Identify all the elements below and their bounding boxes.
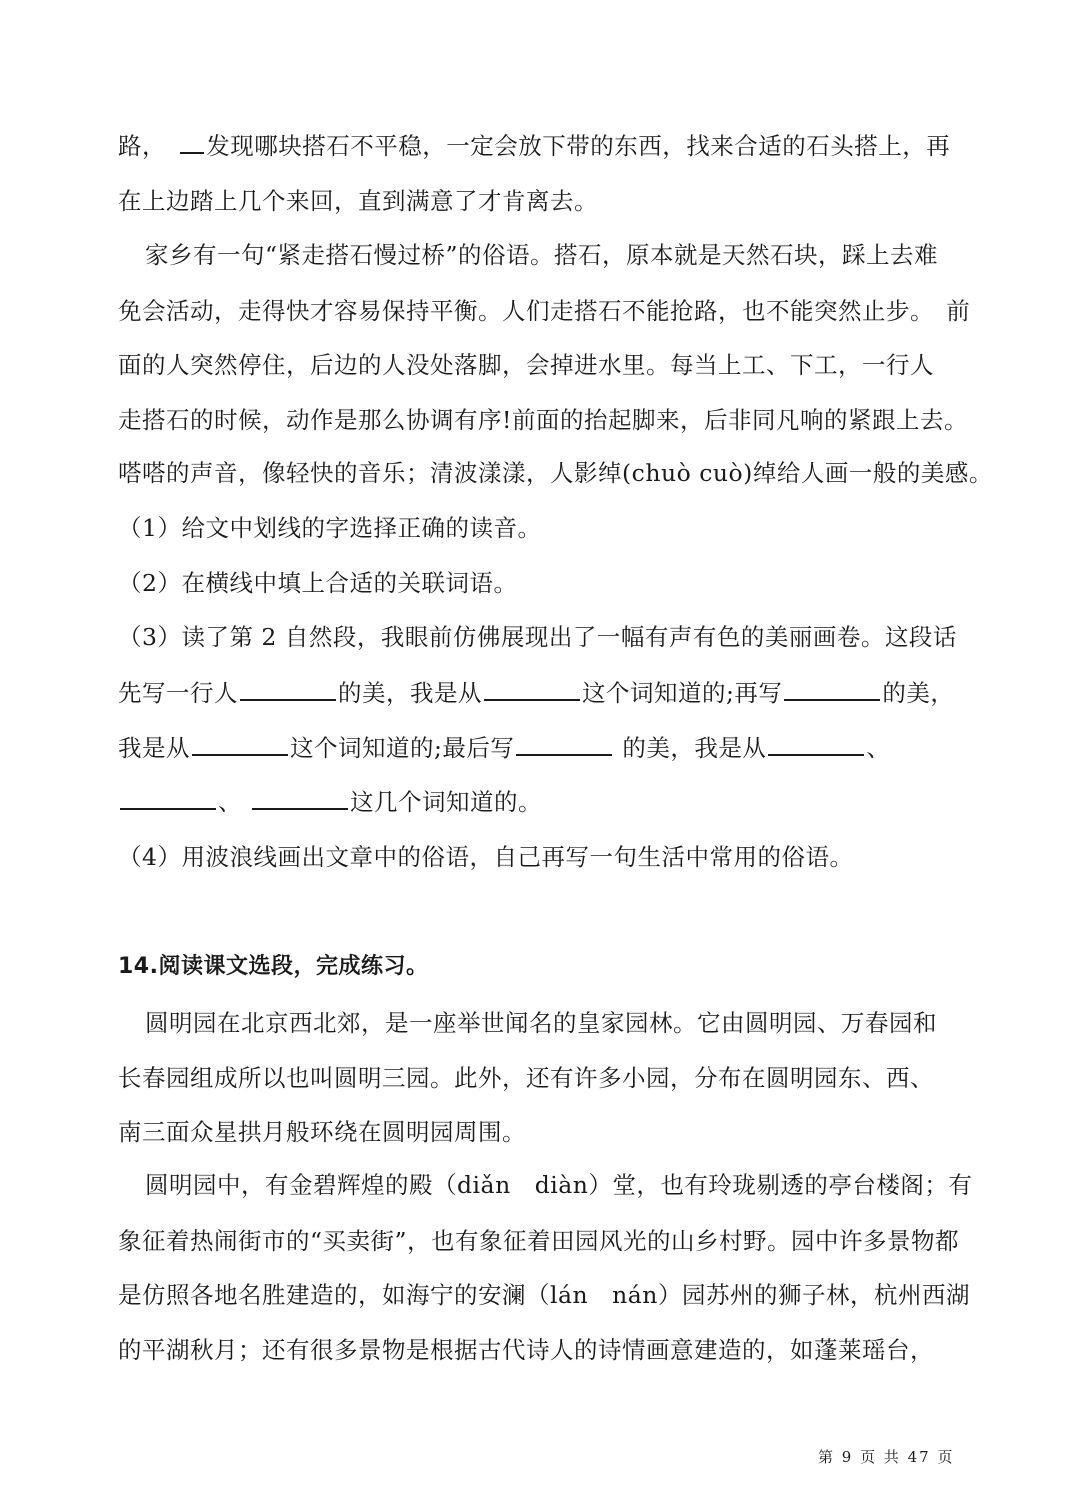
passage-line: 圆明园中，有金碧辉煌的殿（diǎn diàn）堂，也有玲珑剔透的亭台楼阁；有 xyxy=(145,1171,973,1199)
question-3-line: 先写一行人 的美，我是从 这个词知道的;再写 的美， xyxy=(118,679,955,707)
fill-blank[interactable] xyxy=(120,786,216,810)
page-number: 第 9 页 共 47 页 xyxy=(818,1448,955,1466)
question-3-line: 、 这几个词知道的。 xyxy=(118,786,968,817)
passage-line: 路， 发现哪块搭石不平稳，一定会放下带的东西，找来合适的石头搭上，再 xyxy=(118,132,951,160)
passage-line: 的平湖秋月；还有很多景物是根据古代诗人的诗情画意建造的，如蓬莱瑶台， xyxy=(118,1336,934,1364)
fill-blank[interactable] xyxy=(516,732,612,756)
passage-line: 走搭石的时候，动作是那么协调有序!前面的抬起脚来，后非同凡响的紧跟上去。 xyxy=(118,406,968,434)
fill-blank[interactable] xyxy=(484,677,580,701)
passage-line: 是仿照各地名胜建造的，如海宁的安澜（lán nán）园苏州的狮子林，杭州西湖 xyxy=(118,1281,970,1309)
question-3: （3）读了第 2 自然段，我眼前仿佛展现出了一幅有声有色的美丽画卷。这段话 xyxy=(118,623,957,651)
fill-blank[interactable] xyxy=(252,786,348,810)
section-heading: 14.阅读课文选段，完成练习。 xyxy=(118,954,429,979)
passage-line: 南三面众星拱月般环绕在圆明园周围。 xyxy=(118,1118,526,1146)
question-4: （4）用波浪线画出文章中的俗语，自己再写一句生活中常用的俗语。 xyxy=(118,843,854,871)
passage-line: 在上边踏上几个来回，直到满意了才肯离去。 xyxy=(118,187,598,215)
fill-blank[interactable] xyxy=(240,677,336,701)
question-1: （1）给文中划线的字选择正确的读音。 xyxy=(118,514,542,542)
passage-line: 圆明园在北京西北郊，是一座举世闻名的皇家园林。它由圆明园、万春园和 xyxy=(145,1009,937,1037)
fill-blank[interactable] xyxy=(784,677,880,701)
question-2: （2）在横线中填上合适的关联词语。 xyxy=(118,569,518,597)
fill-blank[interactable] xyxy=(180,130,204,154)
passage-line: 面的人突然停住，后边的人没处落脚，会掉进水里。每当上工、下工，一行人 xyxy=(118,351,934,379)
passage-line: 长春园组成所以也叫圆明三园。此外，还有许多小园，分布在圆明园东、西、 xyxy=(118,1064,934,1092)
passage-line: 象征着热闹街市的“买卖街”，也有象征着田园风光的山乡村野。园中许多景物都 xyxy=(118,1227,960,1255)
passage-line: 嗒嗒的声音，像轻快的音乐；清波漾漾，人影绰(chuò cuò)绰给人画一般的美感。 xyxy=(118,459,993,487)
fill-blank[interactable] xyxy=(768,732,864,756)
question-3-line: 我是从 这个词知道的;最后写 的美，我是从 、 xyxy=(118,734,891,762)
passage-line: 家乡有一句“紧走搭石慢过桥”的俗语。搭石，原本就是天然石块，踩上去难 xyxy=(145,241,939,269)
fill-blank[interactable] xyxy=(192,732,288,756)
passage-line: 免会活动，走得快才容易保持平衡。人们走搭石不能抢路，也不能突然止步。 前 xyxy=(118,297,971,325)
